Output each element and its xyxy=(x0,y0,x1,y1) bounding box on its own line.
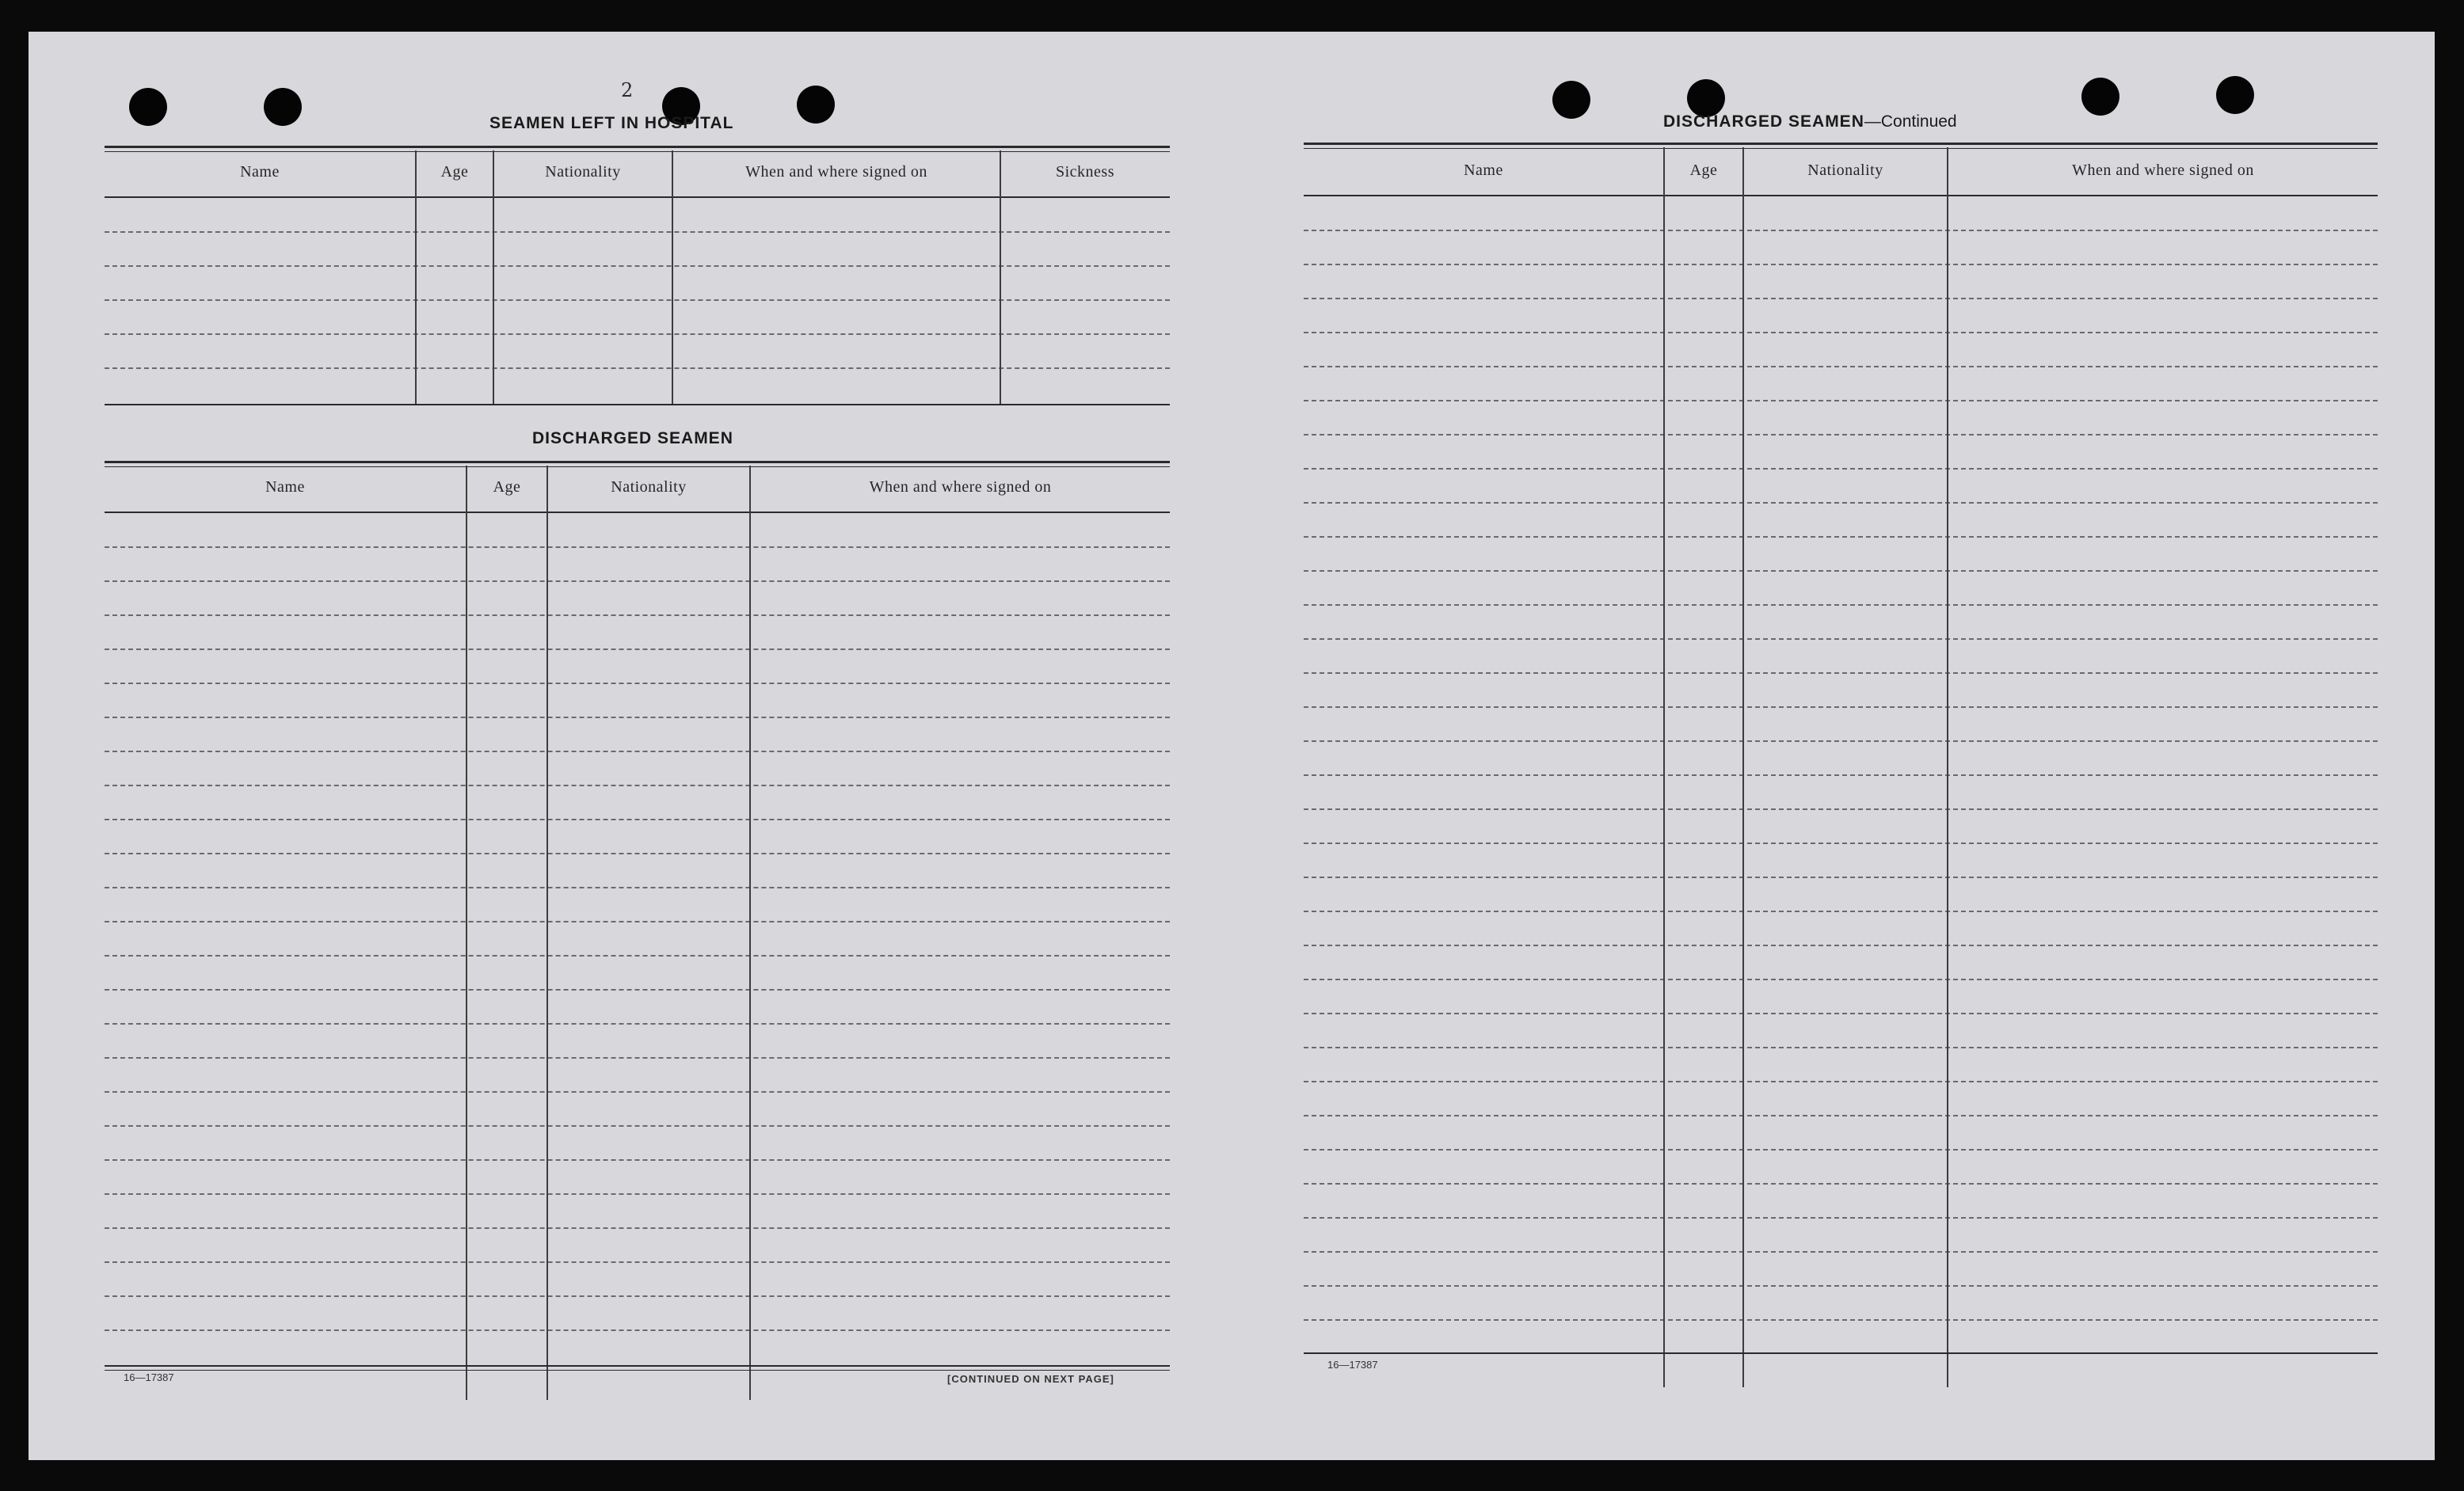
col-header-age: Age xyxy=(1689,162,1718,179)
table-row xyxy=(1304,298,2378,299)
table-row xyxy=(105,333,1170,335)
table-row xyxy=(1304,1217,2378,1219)
table-row xyxy=(1304,536,2378,538)
table-row xyxy=(105,989,1170,991)
hospital-section-title: SEAMEN LEFT IN HOSPITAL xyxy=(489,114,734,132)
table-row xyxy=(105,1159,1170,1161)
table-row xyxy=(1304,842,2378,844)
column-divider xyxy=(1000,150,1001,404)
table-row xyxy=(1304,672,2378,674)
discharged-header-rule xyxy=(105,512,1170,513)
table-row xyxy=(105,546,1170,548)
right-bottom-rule xyxy=(1304,1352,2378,1354)
col-header-name: Name xyxy=(240,163,280,181)
discharged-continued-title xyxy=(1663,112,1957,131)
page-mark: 2 xyxy=(621,79,634,101)
right-top-rule xyxy=(1304,143,2378,145)
column-divider xyxy=(1663,147,1665,1387)
table-row xyxy=(105,265,1170,267)
hospital-top-rule xyxy=(105,146,1170,148)
table-row xyxy=(105,955,1170,957)
table-row xyxy=(1304,706,2378,708)
punch-hole xyxy=(129,88,167,126)
table-row xyxy=(105,1329,1170,1331)
table-row xyxy=(105,580,1170,582)
table-row xyxy=(1304,877,2378,878)
table-row xyxy=(1304,1115,2378,1116)
col-header-nationality: Nationality xyxy=(545,163,621,181)
punch-hole xyxy=(797,86,835,124)
table-row xyxy=(105,717,1170,718)
column-divider xyxy=(493,150,494,404)
table-row xyxy=(105,1193,1170,1195)
discharged-top-rule xyxy=(105,461,1170,463)
discharged-top-rule-thin xyxy=(105,466,1170,467)
discharged-bottom-rule xyxy=(105,1365,1170,1367)
table-row xyxy=(105,1261,1170,1263)
col-header-when-where: When and where signed on xyxy=(2072,162,2254,179)
table-row xyxy=(1304,1081,2378,1082)
column-divider xyxy=(749,466,751,1400)
table-row xyxy=(1304,1319,2378,1321)
column-divider xyxy=(1742,147,1744,1387)
col-header-sickness: Sickness xyxy=(1056,163,1114,181)
table-row xyxy=(105,1091,1170,1093)
table-row xyxy=(1304,740,2378,742)
punch-hole xyxy=(1552,81,1590,119)
table-row xyxy=(1304,945,2378,946)
punch-hole xyxy=(1687,79,1725,117)
col-header-age: Age xyxy=(440,163,469,181)
table-row xyxy=(105,1227,1170,1229)
column-divider xyxy=(1947,147,1948,1387)
col-header-nationality: Nationality xyxy=(611,478,687,496)
table-row xyxy=(105,785,1170,786)
table-row xyxy=(1304,808,2378,810)
table-row xyxy=(105,1295,1170,1297)
column-divider xyxy=(546,466,548,1400)
title-suffix: —Continued xyxy=(1864,112,1957,131)
table-row xyxy=(1304,979,2378,980)
hospital-top-rule-thin xyxy=(105,151,1170,152)
table-row xyxy=(1304,230,2378,231)
table-row xyxy=(1304,366,2378,367)
table-row xyxy=(1304,604,2378,606)
table-row xyxy=(1304,1285,2378,1287)
form-number: 16—17387 xyxy=(1327,1359,1378,1371)
discharged-bottom-rule-2 xyxy=(105,1370,1170,1371)
table-row xyxy=(105,1023,1170,1025)
table-row xyxy=(1304,1149,2378,1151)
table-row xyxy=(1304,1251,2378,1253)
continued-note: [CONTINUED ON NEXT PAGE] xyxy=(947,1373,1114,1385)
column-divider xyxy=(415,150,417,404)
table-row xyxy=(1304,264,2378,265)
col-header-when-where: When and where signed on xyxy=(869,478,1052,496)
table-row xyxy=(1304,1047,2378,1048)
col-header-age: Age xyxy=(493,478,521,496)
table-row xyxy=(105,921,1170,922)
hospital-bottom-rule xyxy=(105,404,1170,405)
col-header-nationality: Nationality xyxy=(1807,162,1883,179)
table-row xyxy=(105,1125,1170,1127)
title-main: DISCHARGED SEAMEN xyxy=(1663,112,1864,131)
punch-hole xyxy=(2216,76,2254,114)
right-header-rule xyxy=(1304,195,2378,196)
table-row xyxy=(1304,1183,2378,1185)
punch-hole xyxy=(2081,78,2119,116)
col-header-name: Name xyxy=(1464,162,1503,179)
table-row xyxy=(105,819,1170,820)
table-row xyxy=(105,231,1170,233)
discharged-section-title: DISCHARGED SEAMEN xyxy=(532,429,733,447)
scanned-form-spread xyxy=(29,32,2435,1460)
table-row xyxy=(1304,468,2378,470)
table-row xyxy=(1304,638,2378,640)
col-header-when-where: When and where signed on xyxy=(745,163,927,181)
punch-hole xyxy=(264,88,302,126)
table-row xyxy=(105,751,1170,752)
table-row xyxy=(1304,502,2378,504)
col-header-name: Name xyxy=(265,478,305,496)
table-row xyxy=(1304,911,2378,912)
table-row xyxy=(105,683,1170,684)
table-row xyxy=(1304,332,2378,333)
table-row xyxy=(105,367,1170,369)
column-divider xyxy=(466,466,467,1400)
table-row xyxy=(105,853,1170,854)
table-row xyxy=(105,649,1170,650)
table-row xyxy=(1304,1013,2378,1014)
table-row xyxy=(105,1057,1170,1059)
right-top-rule-thin xyxy=(1304,148,2378,149)
column-divider xyxy=(672,150,673,404)
table-row xyxy=(1304,570,2378,572)
hospital-header-rule xyxy=(105,196,1170,198)
table-row xyxy=(105,299,1170,301)
table-row xyxy=(1304,400,2378,401)
table-row xyxy=(105,887,1170,888)
table-row xyxy=(105,614,1170,616)
form-number: 16—17387 xyxy=(124,1371,174,1383)
table-row xyxy=(1304,434,2378,436)
table-row xyxy=(1304,774,2378,776)
